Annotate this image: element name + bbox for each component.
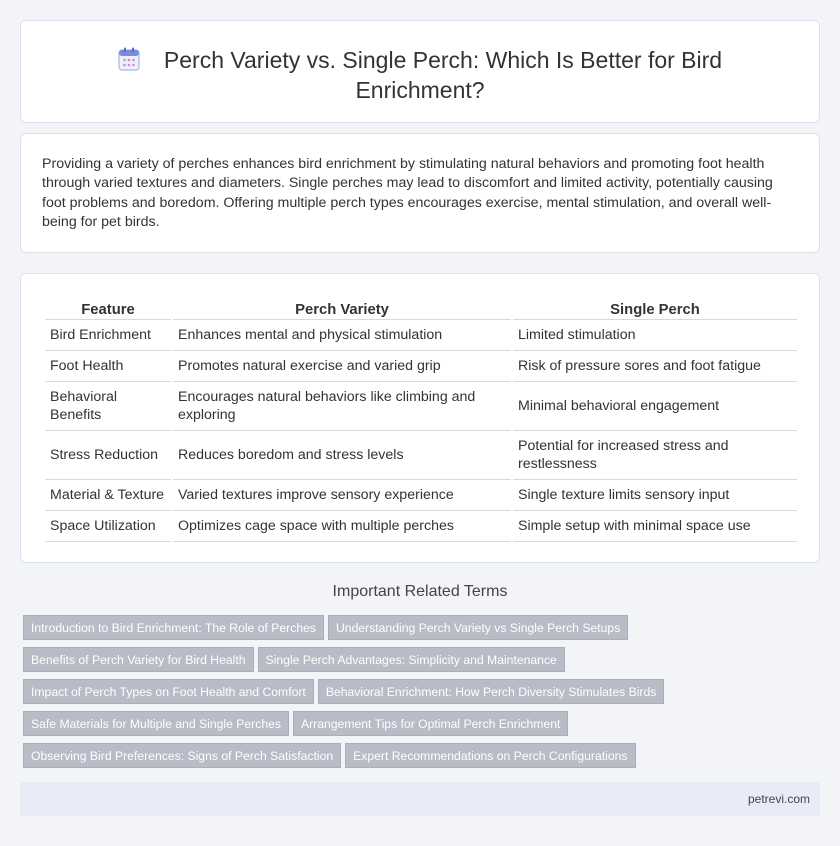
single-perch-cell: Limited stimulation	[513, 320, 797, 351]
feature-cell: Bird Enrichment	[45, 320, 171, 351]
related-terms-list	[23, 615, 823, 775]
single-perch-cell: Potential for increased stress and restlessness	[513, 431, 797, 480]
comparison-table	[43, 296, 799, 542]
related-term-tag[interactable]: Arrangement Tips for Optimal Perch Enrichment	[293, 711, 568, 736]
tag-row	[23, 711, 823, 743]
page-title-wrap	[81, 45, 759, 105]
perch-variety-cell: Optimizes cage space with multiple perches	[173, 511, 511, 542]
tag-row	[23, 615, 823, 647]
related-term-tag[interactable]: Behavioral Enrichment: How Perch Diversity Stimulates Birds	[318, 679, 665, 704]
table-row	[45, 382, 797, 431]
related-term-tag[interactable]: Impact of Perch Types on Foot Health and Comfort	[23, 679, 314, 704]
title-card	[20, 20, 820, 123]
header-single-perch: Single Perch	[513, 296, 797, 320]
perch-variety-cell: Promotes natural exercise and varied grip	[173, 351, 511, 382]
comparison-card	[20, 273, 820, 563]
intro-card	[20, 133, 820, 253]
related-term-tag[interactable]: Introduction to Bird Enrichment: The Role of Perches	[23, 615, 324, 640]
related-terms-heading: Important Related Terms	[332, 583, 508, 600]
perch-variety-cell: Reduces boredom and stress levels	[173, 431, 511, 480]
table-row	[45, 511, 797, 542]
related-term-tag[interactable]: Benefits of Perch Variety for Bird Health	[23, 647, 254, 672]
footer	[20, 782, 820, 816]
tag-row	[23, 743, 823, 775]
header-perch-variety: Perch Variety	[173, 296, 511, 320]
perch-variety-cell: Varied textures improve sensory experience	[173, 480, 511, 511]
feature-cell: Material & Texture	[45, 480, 171, 511]
site-name[interactable]: petrevi.com	[747, 792, 810, 806]
feature-cell: Stress Reduction	[45, 431, 171, 480]
single-perch-cell: Minimal behavioral engagement	[513, 382, 797, 431]
single-perch-cell: Risk of pressure sores and foot fatigue	[513, 351, 797, 382]
single-perch-cell: Simple setup with minimal space use	[513, 511, 797, 542]
table-row	[45, 480, 797, 511]
table-row	[45, 431, 797, 480]
related-term-tag[interactable]: Understanding Perch Variety vs Single Perch Setups	[328, 615, 628, 640]
calendar-icon	[118, 47, 140, 71]
related-term-tag[interactable]: Single Perch Advantages: Simplicity and Maintenance	[258, 647, 565, 672]
page-title: Perch Variety vs. Single Perch: Which Is Better for Bird Enrichment?	[163, 47, 723, 103]
table-row	[45, 320, 797, 351]
tag-row	[23, 647, 823, 679]
feature-cell: Space Utilization	[45, 511, 171, 542]
feature-cell: Foot Health	[45, 351, 171, 382]
header-feature: Feature	[45, 296, 171, 320]
related-term-tag[interactable]: Expert Recommendations on Perch Configurations	[345, 743, 635, 768]
tag-row	[23, 679, 823, 711]
intro-paragraph: Providing a variety of perches enhances bird enrichment by stimulating natural behaviors and promoting foot health through varied textures and diameters. Single perches may lead to discomfort and limited activity, potentially causing foot problems and boredom. Offering multiple perch types encourages exercise, mental stimulation, and overall well-being for pet birds.	[42, 156, 773, 230]
table-header-row	[45, 296, 797, 320]
perch-variety-cell: Enhances mental and physical stimulation	[173, 320, 511, 351]
single-perch-cell: Single texture limits sensory input	[513, 480, 797, 511]
table-row	[45, 351, 797, 382]
perch-variety-cell: Encourages natural behaviors like climbing and exploring	[173, 382, 511, 431]
related-term-tag[interactable]: Observing Bird Preferences: Signs of Perch Satisfaction	[23, 743, 341, 768]
feature-cell: Behavioral Benefits	[45, 382, 171, 431]
related-term-tag[interactable]: Safe Materials for Multiple and Single Perches	[23, 711, 289, 736]
